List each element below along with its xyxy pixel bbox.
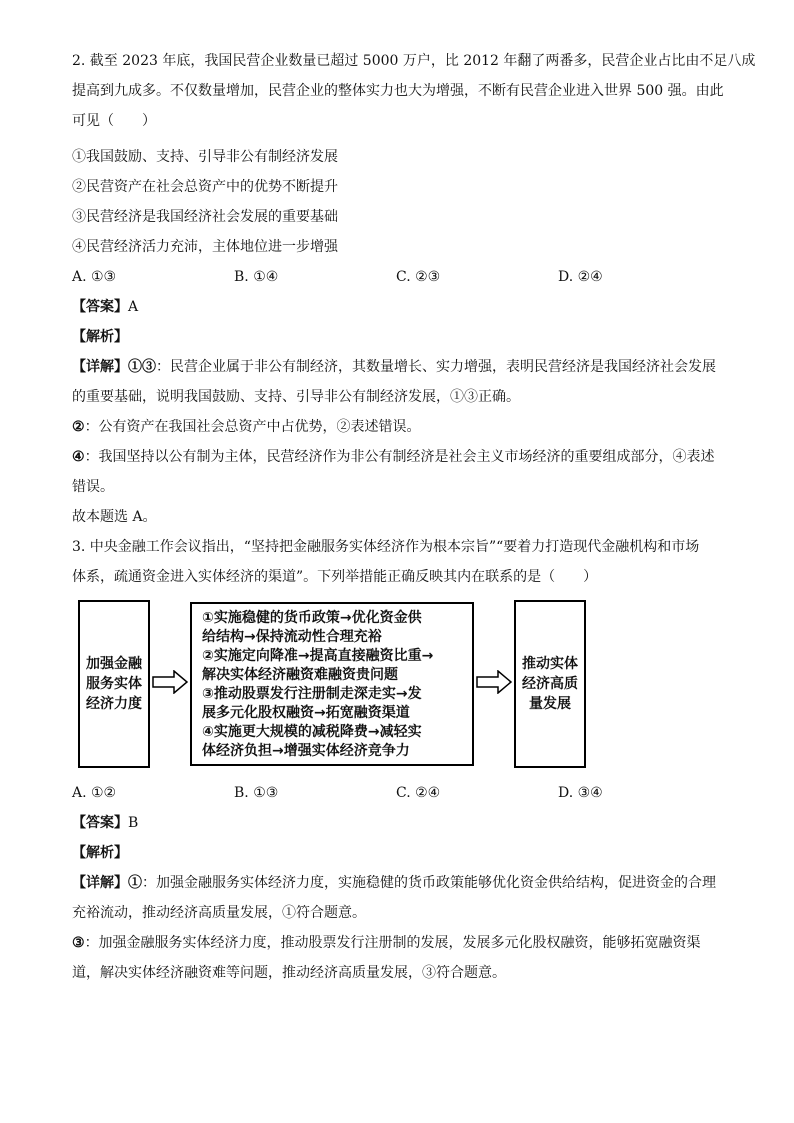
option-c[interactable]: C. ②④: [396, 785, 441, 801]
conclusion: 故本题选 A。: [72, 509, 157, 525]
explanation-3: [72, 442, 728, 502]
analysis-label: 【解析】: [72, 845, 128, 861]
middle-line: 给结构→保持流动性合理充裕: [202, 629, 382, 645]
explanation-text: ：公有资产在我国社会总资产中占优势，②表述错误。: [84, 419, 421, 435]
question-2: [72, 46, 756, 532]
stem-line: 3. 中央金融工作会议指出，“坚持把金融服务实体经济作为根本宗旨”“要着力打造现代金融机构和市场: [72, 539, 700, 555]
option-a[interactable]: A. ①③: [72, 269, 117, 285]
stem-line: 提高到九成多。不仅数量增加，民营企业的整体实力也大为增强，不断有民营企业进入世界 500 强。由此: [72, 83, 724, 99]
answer-value: B: [128, 815, 139, 831]
stem-line: 2. 截至 2023 年底，我国民营企业数量已超过 5000 万户，比 2012 年翻了两番多，民营企业占比由不足八成: [72, 53, 756, 69]
right-box-text: 推动实体经济高质量发展: [522, 656, 578, 712]
question-2-stem: [72, 46, 756, 136]
option-b[interactable]: B. ①④: [234, 269, 279, 285]
explanation-mark: ①: [128, 875, 142, 891]
explanation-2: [72, 412, 728, 442]
answer-label: 【答案】: [72, 815, 128, 831]
explanation-mark: ④: [72, 449, 85, 465]
explanation-mark: ①③: [128, 359, 156, 375]
detail-label: 【详解】: [72, 359, 128, 375]
options: [72, 778, 728, 808]
right-box: [514, 600, 586, 768]
answer-label: 【答案】: [72, 299, 128, 315]
answer: [72, 808, 728, 838]
explanation-2: [72, 928, 728, 988]
statement-4: ④民营经济活力充沛，主体地位进一步增强: [72, 239, 338, 255]
option-b[interactable]: B. ①③: [234, 785, 279, 801]
middle-line: 体经济负担→增强实体经济竞争力: [202, 743, 410, 759]
stem-line: 体系，疏通资金进入实体经济的渠道”。下列举措能正确反映其内在联系的是（ ）: [72, 569, 598, 585]
explanation-text: ：民营企业属于非公有制经济，其数量增长、实力增强，表明民营经济是我国经济社会发展的重要基础，说明我国鼓励、支持、引导非公有制经济发展，①③正确。: [72, 359, 716, 405]
option-a[interactable]: A. ①②: [72, 785, 117, 801]
statement-2: ②民营资产在社会总资产中的优势不断提升: [72, 179, 338, 195]
left-box: [78, 600, 150, 768]
stem-line: 可见（ ）: [72, 113, 156, 129]
option-d[interactable]: D. ②④: [558, 269, 603, 285]
middle-line: ①实施稳健的货币政策→优化资金供: [202, 610, 422, 626]
explanation-mark: ③: [72, 935, 85, 951]
explanation-1: [72, 868, 728, 928]
middle-line: ③推动股票发行注册制走深走实→发: [202, 686, 422, 702]
statement-1: ①我国鼓励、支持、引导非公有制经济发展: [72, 149, 338, 165]
explanation-text: ：我国坚持以公有制为主体，民营经济作为非公有制经济是社会主义市场经济的重要组成部分，④表述错误。: [72, 449, 715, 495]
answer-value: A: [128, 299, 139, 315]
statement-3: ③民营经济是我国经济社会发展的重要基础: [72, 209, 338, 225]
right-arrow-icon: [476, 670, 512, 694]
explanation-text: ：加强金融服务实体经济力度，推动股票发行注册制的发展，发展多元化股权融资，能够拓宽融资渠道，解决实体经济融资难等问题，推动经济高质量发展，③符合题意。: [72, 935, 701, 981]
left-box-text: 加强金融服务实体经济力度: [86, 656, 142, 712]
explanation-mark: ②: [72, 419, 85, 435]
middle-line: ④实施更大规模的减税降费→减轻实: [202, 724, 422, 740]
options: [72, 262, 728, 292]
detail-label: 【详解】: [72, 875, 128, 891]
flow-diagram: [78, 600, 598, 772]
explanation-1: [72, 352, 728, 412]
option-c[interactable]: C. ②③: [396, 269, 441, 285]
explanation-text: ：加强金融服务实体经济力度，实施稳健的货币政策能够优化资金供给结构，促进资金的合理充裕流动，推动经济高质量发展，①符合题意。: [72, 875, 716, 921]
answer: [72, 292, 728, 322]
analysis-label: 【解析】: [72, 329, 128, 345]
question-3: [72, 532, 728, 988]
right-arrow-icon: [152, 670, 188, 694]
option-d[interactable]: D. ③④: [558, 785, 603, 801]
middle-line: 展多元化股权融资→拓宽融资渠道: [202, 705, 410, 721]
middle-line: ②实施定向降准→提高直接融资比重→: [202, 648, 434, 664]
middle-line: 解决实体经济融资难融资贵问题: [202, 667, 398, 683]
exam-page: [72, 46, 756, 988]
middle-box: [190, 602, 474, 766]
